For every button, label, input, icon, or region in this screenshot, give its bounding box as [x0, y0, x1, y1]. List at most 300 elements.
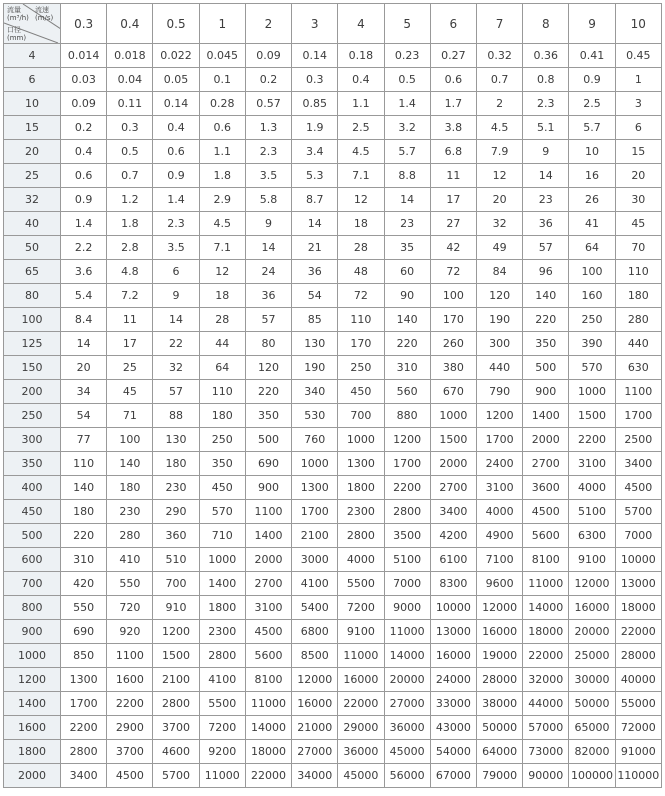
- flow-value-cell: 0.1: [199, 68, 245, 92]
- flow-value-cell: 32: [153, 356, 199, 380]
- flow-value-cell: 3000: [292, 548, 338, 572]
- flow-value-cell: 450: [199, 476, 245, 500]
- diameter-cell: 800: [4, 596, 61, 620]
- flow-value-cell: 4000: [338, 548, 384, 572]
- flow-value-cell: 6.8: [430, 140, 476, 164]
- flow-value-cell: 510: [153, 548, 199, 572]
- table-row: [4, 284, 662, 308]
- flow-value-cell: 6300: [569, 524, 615, 548]
- diameter-cell: 1400: [4, 692, 61, 716]
- flow-value-cell: 4.5: [476, 116, 522, 140]
- flow-value-cell: 5700: [153, 764, 199, 788]
- flow-value-cell: 57: [153, 380, 199, 404]
- flow-value-cell: 5.7: [569, 116, 615, 140]
- flow-value-cell: 9600: [476, 572, 522, 596]
- flow-value-cell: 670: [430, 380, 476, 404]
- flow-value-cell: 0.018: [107, 44, 153, 68]
- flow-value-cell: 14: [384, 188, 430, 212]
- flow-value-cell: 0.05: [153, 68, 199, 92]
- flow-value-cell: 300: [476, 332, 522, 356]
- flow-value-cell: 2300: [199, 620, 245, 644]
- flow-value-cell: 1400: [245, 524, 291, 548]
- flow-value-cell: 65000: [569, 716, 615, 740]
- flow-value-cell: 140: [523, 284, 569, 308]
- flow-value-cell: 1.3: [245, 116, 291, 140]
- flow-value-cell: 5.4: [61, 284, 107, 308]
- diameter-cell: 1000: [4, 644, 61, 668]
- flow-value-cell: 700: [338, 404, 384, 428]
- flow-value-cell: 88: [153, 404, 199, 428]
- flow-value-cell: 220: [61, 524, 107, 548]
- flow-value-cell: 0.85: [292, 92, 338, 116]
- flow-value-cell: 280: [107, 524, 153, 548]
- flow-value-cell: 10: [569, 140, 615, 164]
- flow-value-cell: 5500: [338, 572, 384, 596]
- flow-value-cell: 140: [61, 476, 107, 500]
- flow-value-cell: 120: [476, 284, 522, 308]
- flow-value-cell: 3.8: [430, 116, 476, 140]
- flow-value-cell: 18000: [523, 620, 569, 644]
- flow-value-cell: 8500: [292, 644, 338, 668]
- diameter-cell: 80: [4, 284, 61, 308]
- flow-value-cell: 1000: [430, 404, 476, 428]
- flow-value-cell: 1700: [615, 404, 661, 428]
- flow-value-cell: 690: [61, 620, 107, 644]
- flow-value-cell: 250: [199, 428, 245, 452]
- flow-value-cell: 120: [245, 356, 291, 380]
- flow-value-cell: 0.04: [107, 68, 153, 92]
- flow-value-cell: 16000: [569, 596, 615, 620]
- flow-value-cell: 0.6: [153, 140, 199, 164]
- table-row: [4, 308, 662, 332]
- flow-value-cell: 0.7: [107, 164, 153, 188]
- table-row: [4, 668, 662, 692]
- flow-value-cell: 1700: [384, 452, 430, 476]
- flow-value-cell: 20: [61, 356, 107, 380]
- flow-value-cell: 57: [245, 308, 291, 332]
- flow-value-cell: 880: [384, 404, 430, 428]
- flow-value-cell: 3700: [153, 716, 199, 740]
- table-row: [4, 164, 662, 188]
- flow-value-cell: 4000: [476, 500, 522, 524]
- flow-value-cell: 54000: [430, 740, 476, 764]
- flow-value-cell: 1.1: [338, 92, 384, 116]
- table-row: [4, 692, 662, 716]
- table-row: [4, 572, 662, 596]
- table-row: [4, 404, 662, 428]
- flow-value-cell: 0.5: [384, 68, 430, 92]
- diameter-cell: 250: [4, 404, 61, 428]
- flow-value-cell: 4.8: [107, 260, 153, 284]
- flow-value-cell: 30: [615, 188, 661, 212]
- flow-value-cell: 54: [292, 284, 338, 308]
- flow-value-cell: 23: [523, 188, 569, 212]
- diameter-cell: 300: [4, 428, 61, 452]
- flow-value-cell: 12000: [476, 596, 522, 620]
- flow-value-cell: 4500: [615, 476, 661, 500]
- flow-value-cell: 790: [476, 380, 522, 404]
- flow-value-cell: 6100: [430, 548, 476, 572]
- flow-value-cell: 9100: [569, 548, 615, 572]
- flow-value-cell: 36: [245, 284, 291, 308]
- flow-value-cell: 33000: [430, 692, 476, 716]
- flow-value-cell: 2.5: [569, 92, 615, 116]
- flow-value-cell: 56000: [384, 764, 430, 788]
- flow-value-cell: 0.3: [107, 116, 153, 140]
- flow-value-cell: 0.23: [384, 44, 430, 68]
- flow-value-cell: 4500: [523, 500, 569, 524]
- flow-value-cell: 1600: [107, 668, 153, 692]
- flow-value-cell: 25000: [569, 644, 615, 668]
- flow-value-cell: 45000: [338, 764, 384, 788]
- flow-value-cell: 9100: [338, 620, 384, 644]
- flow-value-cell: 1000: [199, 548, 245, 572]
- flow-value-cell: 0.045: [199, 44, 245, 68]
- flow-value-cell: 2.5: [338, 116, 384, 140]
- flow-value-cell: 38000: [476, 692, 522, 716]
- flow-value-cell: 28: [338, 236, 384, 260]
- flow-value-cell: 450: [338, 380, 384, 404]
- flow-value-cell: 45: [107, 380, 153, 404]
- flow-value-cell: 82000: [569, 740, 615, 764]
- flow-value-cell: 420: [61, 572, 107, 596]
- flow-value-cell: 8.4: [61, 308, 107, 332]
- flow-value-cell: 900: [245, 476, 291, 500]
- flow-value-cell: 45000: [384, 740, 430, 764]
- flow-value-cell: 1200: [153, 620, 199, 644]
- table-row: [4, 44, 662, 68]
- flow-value-cell: 0.6: [430, 68, 476, 92]
- flow-value-cell: 5700: [615, 500, 661, 524]
- flow-value-cell: 1500: [153, 644, 199, 668]
- flow-value-cell: 70: [615, 236, 661, 260]
- diameter-cell: 40: [4, 212, 61, 236]
- flow-value-cell: 22000: [338, 692, 384, 716]
- flow-value-cell: 5500: [199, 692, 245, 716]
- flow-value-cell: 0.57: [245, 92, 291, 116]
- velocity-header-cell: 9: [569, 4, 615, 44]
- flow-value-cell: 1.7: [430, 92, 476, 116]
- flow-value-cell: 18: [199, 284, 245, 308]
- flow-value-cell: 2700: [430, 476, 476, 500]
- velocity-header-cell: 6: [430, 4, 476, 44]
- diameter-cell: 600: [4, 548, 61, 572]
- flow-value-cell: 0.9: [61, 188, 107, 212]
- diameter-cell: 65: [4, 260, 61, 284]
- table-row: [4, 500, 662, 524]
- flow-value-cell: 0.41: [569, 44, 615, 68]
- flow-value-cell: 0.11: [107, 92, 153, 116]
- flow-value-cell: 2700: [245, 572, 291, 596]
- flow-value-cell: 7.1: [338, 164, 384, 188]
- flow-value-cell: 14: [523, 164, 569, 188]
- flow-value-cell: 2.3: [523, 92, 569, 116]
- flow-value-cell: 360: [153, 524, 199, 548]
- flow-value-cell: 1.4: [61, 212, 107, 236]
- flow-value-cell: 44000: [523, 692, 569, 716]
- flow-value-cell: 40000: [615, 668, 661, 692]
- flow-value-cell: 6: [153, 260, 199, 284]
- flow-value-cell: 2800: [338, 524, 384, 548]
- flow-value-cell: 1800: [338, 476, 384, 500]
- flow-value-cell: 0.14: [153, 92, 199, 116]
- flow-value-cell: 7000: [384, 572, 430, 596]
- flow-value-cell: 23: [384, 212, 430, 236]
- flow-value-cell: 42: [430, 236, 476, 260]
- flow-value-cell: 11000: [199, 764, 245, 788]
- flow-value-cell: 64: [569, 236, 615, 260]
- flow-value-cell: 920: [107, 620, 153, 644]
- flow-value-cell: 4900: [476, 524, 522, 548]
- flow-value-cell: 4100: [199, 668, 245, 692]
- flow-value-cell: 14: [61, 332, 107, 356]
- diameter-cell: 50: [4, 236, 61, 260]
- table-body: [4, 44, 662, 788]
- flow-value-cell: 290: [153, 500, 199, 524]
- table-row: [4, 356, 662, 380]
- flow-value-cell: 3: [615, 92, 661, 116]
- flow-value-cell: 45: [615, 212, 661, 236]
- flow-value-cell: 4100: [292, 572, 338, 596]
- flow-value-cell: 140: [384, 308, 430, 332]
- flow-value-cell: 28000: [615, 644, 661, 668]
- flow-value-cell: 5100: [384, 548, 430, 572]
- flow-value-cell: 3.5: [245, 164, 291, 188]
- flow-value-cell: 32: [476, 212, 522, 236]
- flow-value-cell: 0.09: [245, 44, 291, 68]
- diameter-cell: 15: [4, 116, 61, 140]
- table-row: [4, 428, 662, 452]
- flow-value-cell: 11: [107, 308, 153, 332]
- flow-value-cell: 3100: [476, 476, 522, 500]
- flow-value-cell: 48: [338, 260, 384, 284]
- flow-value-cell: 90: [384, 284, 430, 308]
- diameter-cell: 1800: [4, 740, 61, 764]
- flow-value-cell: 2400: [476, 452, 522, 476]
- flow-value-cell: 550: [61, 596, 107, 620]
- flow-value-cell: 50000: [476, 716, 522, 740]
- table-row: [4, 188, 662, 212]
- flow-value-cell: 260: [430, 332, 476, 356]
- flow-value-cell: 22000: [615, 620, 661, 644]
- flow-value-cell: 130: [153, 428, 199, 452]
- flow-value-cell: 900: [523, 380, 569, 404]
- flow-value-cell: 35: [384, 236, 430, 260]
- flow-value-cell: 0.03: [61, 68, 107, 92]
- flow-value-cell: 13000: [615, 572, 661, 596]
- table-row: [4, 716, 662, 740]
- velocity-header-cell: 1: [199, 4, 245, 44]
- flow-value-cell: 9200: [199, 740, 245, 764]
- table-row: [4, 212, 662, 236]
- flow-value-cell: 2700: [523, 452, 569, 476]
- flow-value-cell: 190: [292, 356, 338, 380]
- table-row: [4, 764, 662, 788]
- flow-value-cell: 11000: [523, 572, 569, 596]
- flow-value-cell: 560: [384, 380, 430, 404]
- flow-value-cell: 32000: [523, 668, 569, 692]
- flow-value-cell: 350: [199, 452, 245, 476]
- flow-value-cell: 3400: [430, 500, 476, 524]
- flow-value-cell: 0.2: [245, 68, 291, 92]
- flow-value-cell: 1700: [61, 692, 107, 716]
- flow-value-cell: 11000: [245, 692, 291, 716]
- flow-value-cell: 8100: [245, 668, 291, 692]
- flow-value-cell: 91000: [615, 740, 661, 764]
- flow-value-cell: 2900: [107, 716, 153, 740]
- flow-value-cell: 110000: [615, 764, 661, 788]
- flow-value-cell: 230: [107, 500, 153, 524]
- flow-value-cell: 0.022: [153, 44, 199, 68]
- flow-value-cell: 180: [199, 404, 245, 428]
- table-row: [4, 740, 662, 764]
- flow-value-cell: 36000: [384, 716, 430, 740]
- flow-value-cell: 690: [245, 452, 291, 476]
- velocity-header-cell: 4: [338, 4, 384, 44]
- flow-value-cell: 0.5: [107, 140, 153, 164]
- flow-value-cell: 1500: [569, 404, 615, 428]
- flow-value-cell: 180: [615, 284, 661, 308]
- flow-value-cell: 310: [384, 356, 430, 380]
- flow-value-cell: 110: [61, 452, 107, 476]
- flow-velocity-diameter-table: [3, 3, 662, 788]
- table-row: [4, 260, 662, 284]
- flow-value-cell: 14000: [523, 596, 569, 620]
- corner-velocity-label: 流速 (m/s): [35, 6, 54, 22]
- flow-value-cell: 440: [615, 332, 661, 356]
- flow-value-cell: 8.8: [384, 164, 430, 188]
- diameter-cell: 6: [4, 68, 61, 92]
- table-row: [4, 476, 662, 500]
- flow-value-cell: 7.9: [476, 140, 522, 164]
- flow-value-cell: 3.5: [153, 236, 199, 260]
- flow-value-cell: 2200: [569, 428, 615, 452]
- flow-value-cell: 100000: [569, 764, 615, 788]
- flow-value-cell: 1.9: [292, 116, 338, 140]
- flow-value-cell: 1300: [61, 668, 107, 692]
- flow-value-cell: 410: [107, 548, 153, 572]
- table-row: [4, 596, 662, 620]
- flow-value-cell: 5.8: [245, 188, 291, 212]
- flow-value-cell: 27000: [384, 692, 430, 716]
- flow-value-cell: 1.2: [107, 188, 153, 212]
- flow-value-cell: 57000: [523, 716, 569, 740]
- table-row: [4, 380, 662, 404]
- flow-value-cell: 24000: [430, 668, 476, 692]
- flow-value-cell: 2000: [523, 428, 569, 452]
- flow-value-cell: 20: [615, 164, 661, 188]
- flow-value-cell: 16000: [292, 692, 338, 716]
- flow-value-cell: 36: [523, 212, 569, 236]
- flow-value-cell: 0.45: [615, 44, 661, 68]
- flow-value-cell: 340: [292, 380, 338, 404]
- flow-value-cell: 1000: [338, 428, 384, 452]
- flow-value-cell: 85: [292, 308, 338, 332]
- flow-value-cell: 16000: [430, 644, 476, 668]
- flow-value-cell: 11000: [384, 620, 430, 644]
- velocity-header-cell: 2: [245, 4, 291, 44]
- flow-value-cell: 4500: [245, 620, 291, 644]
- flow-value-cell: 4200: [430, 524, 476, 548]
- flow-value-cell: 130: [292, 332, 338, 356]
- flow-value-cell: 3100: [569, 452, 615, 476]
- flow-value-cell: 2300: [338, 500, 384, 524]
- flow-value-cell: 36: [292, 260, 338, 284]
- diameter-cell: 1200: [4, 668, 61, 692]
- flow-value-cell: 9: [153, 284, 199, 308]
- flow-value-cell: 3.2: [384, 116, 430, 140]
- flow-value-cell: 20000: [384, 668, 430, 692]
- flow-value-cell: 29000: [338, 716, 384, 740]
- flow-value-cell: 850: [61, 644, 107, 668]
- flow-value-cell: 190: [476, 308, 522, 332]
- flow-value-cell: 43000: [430, 716, 476, 740]
- velocity-header-cell: 5: [384, 4, 430, 44]
- flow-value-cell: 5600: [245, 644, 291, 668]
- flow-value-cell: 220: [245, 380, 291, 404]
- flow-value-cell: 67000: [430, 764, 476, 788]
- flow-value-cell: 1.4: [384, 92, 430, 116]
- velocity-header-cell: 3: [292, 4, 338, 44]
- diameter-cell: 2000: [4, 764, 61, 788]
- flow-value-cell: 3400: [615, 452, 661, 476]
- flow-value-cell: 180: [107, 476, 153, 500]
- flow-value-cell: 550: [107, 572, 153, 596]
- velocity-header-cell: 8: [523, 4, 569, 44]
- flow-value-cell: 28000: [476, 668, 522, 692]
- flow-value-cell: 0.014: [61, 44, 107, 68]
- flow-value-cell: 0.8: [523, 68, 569, 92]
- flow-value-cell: 80: [245, 332, 291, 356]
- flow-value-cell: 14: [245, 236, 291, 260]
- flow-value-cell: 2.2: [61, 236, 107, 260]
- diameter-cell: 450: [4, 500, 61, 524]
- flow-value-cell: 0.4: [338, 68, 384, 92]
- flow-value-cell: 5100: [569, 500, 615, 524]
- flow-value-cell: 30000: [569, 668, 615, 692]
- flow-value-cell: 22000: [523, 644, 569, 668]
- flow-value-cell: 17: [107, 332, 153, 356]
- flow-value-cell: 10000: [615, 548, 661, 572]
- flow-value-cell: 0.6: [61, 164, 107, 188]
- flow-value-cell: 25: [107, 356, 153, 380]
- velocity-header-cell: 10: [615, 4, 661, 44]
- flow-value-cell: 18000: [615, 596, 661, 620]
- table-row: [4, 548, 662, 572]
- flow-value-cell: 96: [523, 260, 569, 284]
- header-row: [4, 4, 662, 44]
- flow-value-cell: 280: [615, 308, 661, 332]
- flow-value-cell: 84: [476, 260, 522, 284]
- flow-value-cell: 14000: [384, 644, 430, 668]
- flow-value-cell: 720: [107, 596, 153, 620]
- flow-value-cell: 8100: [523, 548, 569, 572]
- table-row: [4, 68, 662, 92]
- flow-value-cell: 250: [569, 308, 615, 332]
- flow-value-cell: 20: [476, 188, 522, 212]
- flow-value-cell: 1300: [292, 476, 338, 500]
- flow-value-cell: 11: [430, 164, 476, 188]
- flow-value-cell: 7.1: [199, 236, 245, 260]
- velocity-header-cell: 0.4: [107, 4, 153, 44]
- flow-value-cell: 0.3: [292, 68, 338, 92]
- flow-value-cell: 500: [523, 356, 569, 380]
- flow-value-cell: 1700: [476, 428, 522, 452]
- flow-value-cell: 15: [615, 140, 661, 164]
- flow-value-cell: 1.8: [199, 164, 245, 188]
- flow-value-cell: 310: [61, 548, 107, 572]
- table-row: [4, 236, 662, 260]
